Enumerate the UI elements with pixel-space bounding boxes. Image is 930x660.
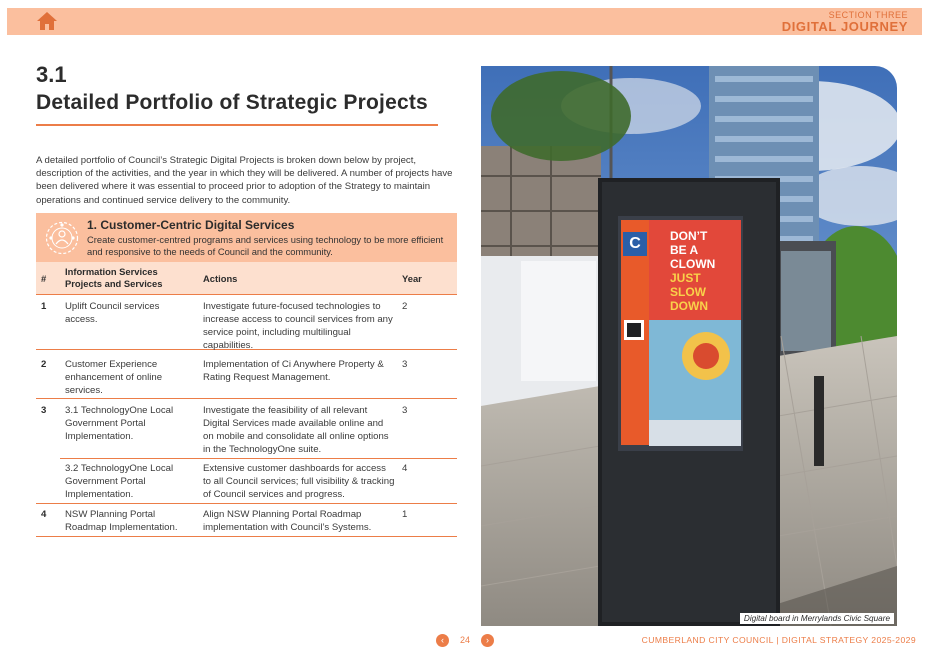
table-row: [36, 400, 457, 459]
table-row: [36, 505, 457, 537]
row-year: 4: [402, 463, 408, 474]
section-label-block: [782, 10, 908, 33]
row-number: 2: [41, 359, 47, 370]
col-num-header: #: [41, 273, 47, 284]
category-title: 1. Customer-Centric Digital Services: [87, 218, 295, 232]
intro-paragraph: A detailed portfolio of Council’s Strategic Digital Projects is broken down below by project, description of the activities, and the year in which they will be delivered. A number of projects have been delivered where it was essential to proceed prior to adoption of the Strategy to maintain operations and continued service delivery to the community.: [36, 155, 453, 206]
page-number: 24: [460, 635, 471, 645]
table-row: [36, 460, 457, 504]
category-description: Create customer-centred programs and services using technology to be more efficient and responsive to the needs of Council and the community.: [87, 234, 444, 258]
section-title: DIGITAL JOURNEY: [781, 19, 908, 34]
screen-line: DON’T: [670, 229, 708, 243]
row-project: 3.2 TechnologyOne Local Government Portal Implementation.: [65, 463, 174, 500]
chevron-right-icon[interactable]: ›: [481, 634, 494, 647]
kiosk-screen-message: [670, 229, 740, 313]
screen-line: JUST: [670, 271, 701, 285]
col-actions-header: Actions: [203, 273, 238, 284]
row-actions: Extensive customer dashboards for access to all Council services; full visibility & tracking of Council services and progress.: [203, 463, 395, 500]
row-project: Customer Experience enhancement of online services.: [65, 359, 163, 396]
sub-row: [60, 400, 457, 459]
screen-line: BE A: [670, 243, 699, 257]
row-year: 2: [402, 301, 408, 312]
section-label: SECTION THREE: [828, 10, 908, 20]
table-row: [36, 352, 457, 399]
row-project: Uplift Council services access.: [65, 301, 160, 325]
row-actions: Implementation of Ci Anywhere Property & Rating Request Management.: [203, 359, 384, 383]
table-header: [36, 262, 457, 295]
row-project: 3.1 TechnologyOne Local Government Portal Implementation.: [65, 405, 174, 442]
screen-line: SLOW: [670, 285, 706, 299]
row-year: 1: [402, 509, 408, 520]
row-project: NSW Planning Portal Roadmap Implementation.: [65, 509, 178, 533]
row-number: 1: [41, 301, 47, 312]
title-divider: [36, 124, 438, 126]
row-year: 3: [402, 359, 408, 370]
screen-line: CLOWN: [670, 257, 716, 271]
col-year-header: Year: [402, 273, 422, 284]
col-project-header: Information Services Projects and Services: [65, 266, 163, 290]
kiosk-screen-logo: C: [623, 232, 647, 256]
screen-line: DOWN: [670, 299, 708, 313]
chevron-left-icon[interactable]: ‹: [436, 634, 449, 647]
top-bar: [7, 8, 922, 35]
row-number: 3: [41, 405, 47, 416]
table-row: [36, 296, 457, 350]
row-actions: Investigate future-focused technologies to increase access to council services from any service point, including multilingual capabilities.: [203, 301, 393, 351]
category-banner: [36, 213, 457, 262]
digital-board-photo: [481, 66, 897, 626]
row-year: 3: [402, 405, 408, 416]
row-actions: Investigate the feasibility of all relevant Digital Services made available online and on mobile and consolidate all online options in the TechnologyOne suite.: [203, 405, 389, 455]
photo-illustration: [481, 66, 897, 626]
customer-people-icon: [45, 221, 79, 255]
home-icon[interactable]: [36, 11, 58, 31]
row-number: 4: [41, 509, 47, 520]
footer-text: CUMBERLAND CITY COUNCIL | DIGITAL STRATEGY 2025-2029: [641, 635, 916, 645]
row-actions: Align NSW Planning Portal Roadmap implementation with Council’s Systems.: [203, 509, 372, 533]
page-title: Detailed Portfolio of Strategic Projects: [36, 91, 428, 114]
section-number: 3.1: [36, 62, 67, 87]
photo-caption: Digital board in Merrylands Civic Square: [740, 613, 894, 624]
